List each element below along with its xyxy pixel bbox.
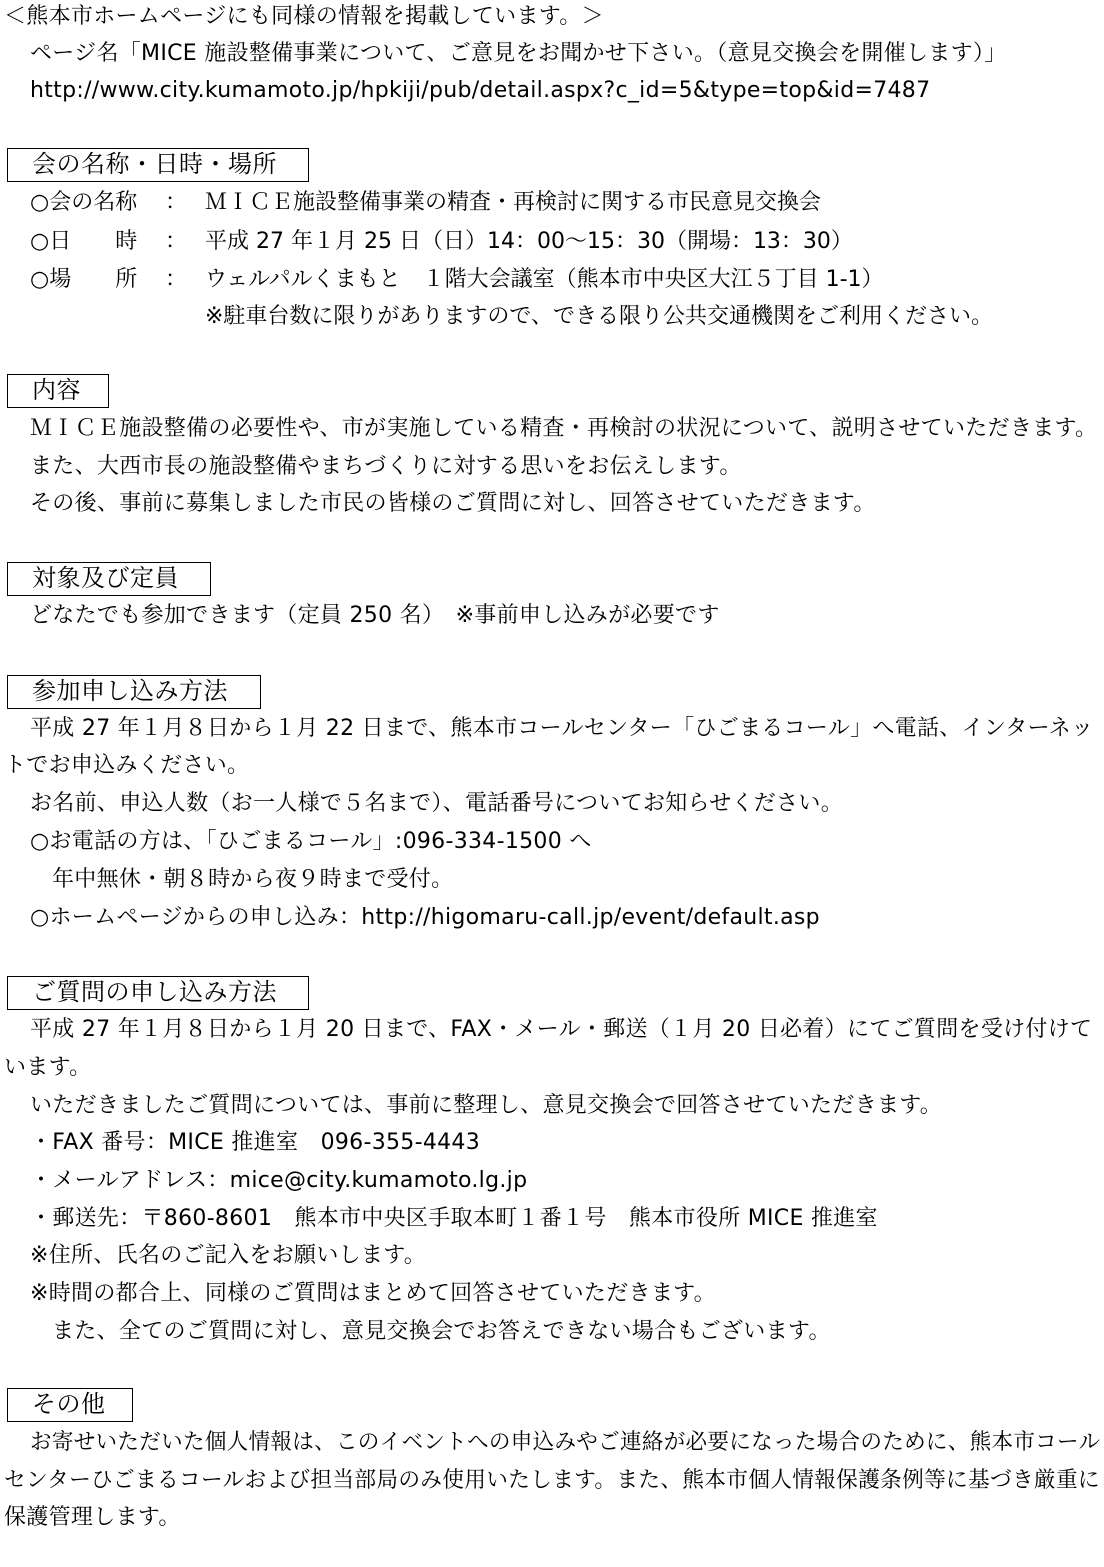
meeting-name-label: ○会の名称 (30, 190, 138, 215)
section-heading-meeting: 会の名称・日時・場所 (7, 148, 309, 182)
other-line: センターひごまるコールおよび担当部局のみ使用いたします。また、熊本市個人情報保護条例等に基づき厳重に (4, 1468, 1100, 1493)
content-line: ＭＩＣＥ施設整備の必要性や、市が実施している精査・再検討の状況について、説明させていただきます。 (30, 416, 1098, 441)
content-line: その後、事前に募集しました市民の皆様のご質問に対し、回答させていただきます。 (30, 491, 876, 516)
meeting-place-colon: ： (165, 267, 188, 292)
meeting-date-value: 平成 27 年１月 25 日（日）14：00～15：30（開場：13：30） (205, 229, 853, 254)
section-heading-content: 内容 (7, 374, 109, 408)
meeting-place-value: ウェルパルくまもと １階大会議室（熊本市中央区大江５丁目 1-1） (205, 267, 884, 292)
content-line: また、大西市長の施設整備やまちづくりに対する思いをお伝えします。 (30, 454, 742, 479)
questions-line: 平成 27 年１月８日から１月 20 日まで、FAX・メール・郵送（１月 20 日必着）にてご質問を受け付けて (30, 1017, 1093, 1042)
notice-intro: ＜熊本市ホームページにも同様の情報を掲載しています。＞ (4, 4, 604, 29)
questions-line: います。 (4, 1055, 92, 1080)
apply-web-line: ○ホームページからの申し込み：http://higomaru-call.jp/event/default.asp (30, 905, 820, 930)
apply-hours-line: 年中無休・朝８時から夜９時まで受付。 (52, 867, 454, 892)
questions-note-line: ※時間の都合上、同様のご質問はまとめて回答させていただきます。 (30, 1281, 716, 1306)
apply-line: トでお申込みください。 (4, 753, 250, 778)
questions-note-line: ※住所、氏名のご記入をお願いします。 (30, 1243, 427, 1268)
section-heading-questions: ご質問の申し込み方法 (7, 976, 309, 1010)
questions-mail-line: ・郵送先：〒860-8601 熊本市中央区手取本町１番１号 熊本市役所 MICE 推進室 (30, 1206, 878, 1231)
meeting-place-label: ○場 所 (30, 267, 138, 292)
other-line: お寄せいただいた個人情報は、このイベントへの申込みやご連絡が必要になった場合のために、熊本市コール (30, 1430, 1101, 1455)
apply-line: 平成 27 年１月８日から１月 22 日まで、熊本市コールセンター「ひごまるコール」へ電話、インターネッ (30, 716, 1094, 741)
meeting-place-note: ※駐車台数に限りがありますので、できる限り公共交通機関をご利用ください。 (205, 304, 993, 329)
section-heading-apply: 参加申し込み方法 (7, 675, 261, 709)
apply-line: お名前、申込人数（お一人様で５名まで）、電話番号についてお知らせください。 (30, 791, 844, 816)
notice-url: http://www.city.kumamoto.jp/hpkiji/pub/detail.aspx?c_id=5&type=top&id=7487 (30, 78, 931, 103)
questions-note-line: また、全てのご質問に対し、意見交換会でお答えできない場合もございます。 (52, 1319, 831, 1344)
meeting-date-label: ○日 時 (30, 229, 138, 254)
meeting-name-value: ＭＩＣＥ施設整備事業の精査・再検討に関する市民意見交換会 (205, 190, 822, 215)
section-heading-target: 対象及び定員 (7, 562, 211, 596)
meeting-name-colon: ： (165, 190, 188, 215)
questions-email-line: ・メールアドレス：mice@city.kumamoto.lg.jp (30, 1168, 528, 1193)
notice-page-name: ページ名「MICE 施設整備事業について、ご意見をお聞かせ下さい。（意見交換会を開催します）」 (30, 41, 1007, 66)
apply-phone-line: ○お電話の方は、「ひごまるコール」:096-334-1500 へ (30, 829, 592, 854)
questions-line: いただきましたご質問については、事前に整理し、意見交換会で回答させていただきます。 (30, 1093, 943, 1118)
section-heading-other: その他 (7, 1388, 133, 1422)
meeting-date-colon: ： (165, 229, 188, 254)
target-line: どなたでも参加できます（定員 250 名） ※事前申し込みが必要です (30, 603, 720, 628)
questions-fax-line: ・FAX 番号：MICE 推進室 096-355-4443 (30, 1130, 481, 1155)
other-line: 保護管理します。 (4, 1505, 181, 1530)
